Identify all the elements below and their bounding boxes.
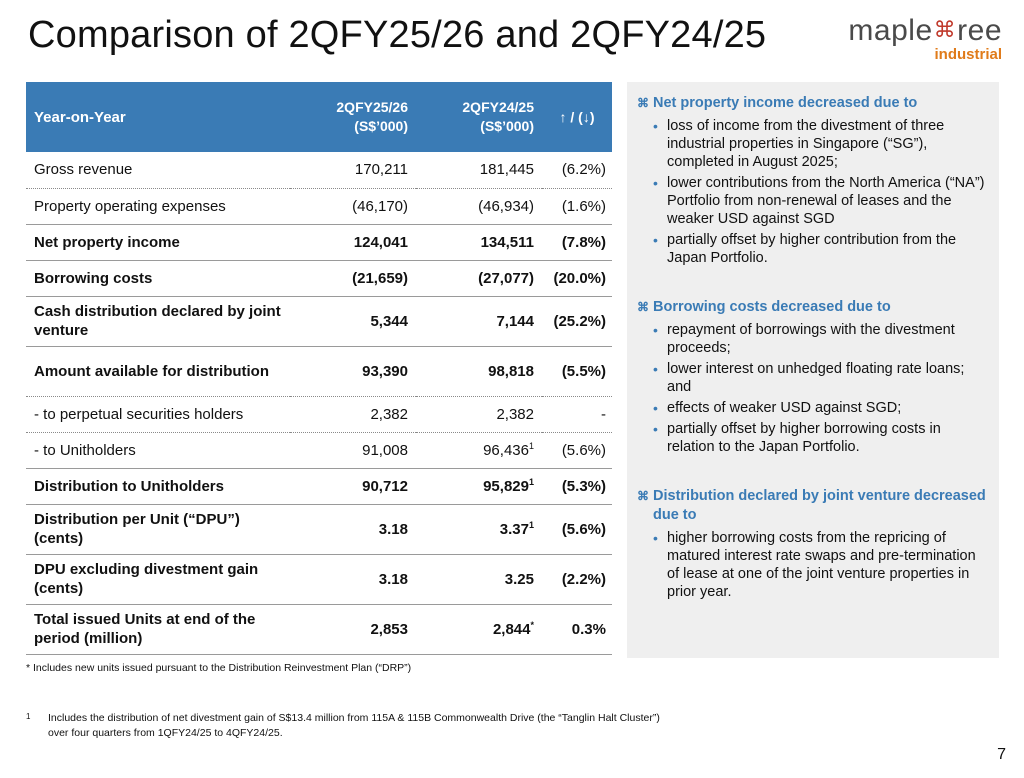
table-row [26,224,612,260]
row-label: Gross revenue [26,152,290,188]
row-label: Net property income [26,224,290,260]
maple-leaf-bullet-icon: ⌘ [637,489,649,503]
bullet-icon: • [653,322,658,338]
bullet-list [637,321,987,456]
value-prior: 3.37$^1$ [416,504,542,554]
value-change: (5.3%) [542,468,612,504]
commentary-section [637,487,987,604]
row-label: Amount available for distribution [26,346,290,396]
header-2qfy2425: 2QFY24/25 (S$’000) [416,82,542,152]
row-label: DPU excluding divestment gain (cents) [26,554,290,604]
value-change: (25.2%) [542,296,612,346]
value-current: 5,344 [290,296,416,346]
list-item: • lower interest on unhedged floating rate loans; and [653,361,965,395]
bullet-icon: • [653,118,658,134]
logo-wordmark: maple⌘ree [848,14,1002,47]
header-change: ↑ / (↓) [542,82,612,152]
value-change: (20.0%) [542,260,612,296]
table-row [26,604,612,654]
value-prior: 181,445 [416,152,542,188]
commentary-section [637,94,987,270]
value-prior: 2,382 [416,396,542,432]
section-heading: ⌘ Distribution declared by joint venture decreased due to [637,488,986,523]
row-label: Distribution per Unit (“DPU”) (cents) [26,504,290,554]
logo-subtitle: industrial [934,46,1002,63]
footnote-1 [26,711,666,741]
header-2qfy2526: 2QFY25/26 (S$’000) [290,82,416,152]
value-current: 124,041 [290,224,416,260]
table-header-row [26,82,612,152]
value-current: 2,382 [290,396,416,432]
value-prior: 2,844* [416,604,542,654]
value-prior: (27,077) [416,260,542,296]
value-current: 91,008 [290,432,416,468]
bullet-icon: • [653,400,658,416]
maple-leaf-bullet-icon: ⌘ [637,300,649,314]
list-item: • partially offset by higher borrowing costs in relation to the Japan Portfolio. [653,421,941,455]
header-year-on-year: Year-on-Year [26,82,290,152]
page-title: Comparison of 2QFY25/26 and 2QFY24/25 [28,14,767,56]
row-label: Borrowing costs [26,260,290,296]
table-row [26,432,612,468]
row-label: - to Unitholders [26,432,290,468]
company-logo [848,14,1002,64]
row-label: - to perpetual securities holders [26,396,290,432]
table-row [26,468,612,504]
footnote-marker: 1 [528,476,534,487]
value-change: (1.6%) [542,188,612,224]
value-current: 3.18 [290,504,416,554]
value-prior: 98,818 [416,346,542,396]
value-current: 93,390 [290,346,416,396]
value-change: (7.8%) [542,224,612,260]
bullet-icon: • [653,421,658,437]
list-item: • effects of weaker USD against SGD; [653,400,902,416]
section-heading: ⌘ Net property income decreased due to [637,95,918,111]
list-item: • lower contributions from the North America (“NA”) Portfolio from non-renewal of leases and the weaker USD against SGD [653,175,985,227]
table-row [26,396,612,432]
row-label: Cash distribution declared by joint venture [26,296,290,346]
bullet-icon: • [653,530,658,546]
value-current: 2,853 [290,604,416,654]
value-prior: 96,436$^1$ [416,432,542,468]
commentary-panel [627,82,999,658]
maple-tree-icon: ⌘ [933,17,957,42]
commentary-section [637,298,987,459]
value-change: (5.6%) [542,432,612,468]
bullet-icon: • [653,361,658,377]
row-label: Property operating expenses [26,188,290,224]
value-prior: (46,934) [416,188,542,224]
value-current: (21,659) [290,260,416,296]
footnote-1-marker: 1 [26,712,31,721]
table-row [26,260,612,296]
section-heading: ⌘ Borrowing costs decreased due to [637,299,891,315]
table-row [26,188,612,224]
row-label: Distribution to Unitholders [26,468,290,504]
value-change: (6.2%) [542,152,612,188]
value-change: (5.5%) [542,346,612,396]
maple-leaf-bullet-icon: ⌘ [637,96,649,110]
table-row [26,504,612,554]
value-prior: 134,511 [416,224,542,260]
value-prior: 95,829$^1$ [416,468,542,504]
footnote-marker: * [530,619,534,630]
list-item: • partially offset by higher contribution from the Japan Portfolio. [653,232,957,266]
value-current: (46,170) [290,188,416,224]
value-change: 0.3% [542,604,612,654]
footnote-marker: 1 [528,519,534,530]
table-row [26,152,612,188]
value-prior: 7,144 [416,296,542,346]
list-item: • repayment of borrowings with the divestment proceeds; [653,322,955,356]
footnote-star: * Includes new units issued pursuant to the Distribution Reinvestment Plan (“DRP”) [26,662,412,674]
table-row [26,296,612,346]
value-change: - [542,396,612,432]
comparison-table [26,82,612,655]
value-current: 170,211 [290,152,416,188]
value-current: 90,712 [290,468,416,504]
table-row [26,554,612,604]
list-item: • loss of income from the divestment of three industrial properties in Singapore (“SG”), completed in August 2025; [653,118,945,170]
bullet-list [637,117,987,267]
list-item: • higher borrowing costs from the repricing of matured interest rate swaps and pre-termination of lease at one of the joint venture properties in prior year. [653,530,976,600]
bullet-list [637,529,987,601]
value-current: 3.18 [290,554,416,604]
value-prior: 3.25 [416,554,542,604]
page-number: 7 [997,746,1006,763]
value-change: (5.6%) [542,504,612,554]
row-label: Total issued Units at end of the period (million) [26,604,290,654]
bullet-icon: • [653,232,658,248]
bullet-icon: • [653,175,658,191]
footnote-1-text: Includes the distribution of net divestment gain of S$13.4 million from 115A & 115B Commonwealth Drive (the “Tanglin Halt Cluster”) over four quarters from 1QFY24/25 to 4QFY24/25. [48,712,660,739]
table-row [26,346,612,396]
footnote-marker: 1 [528,440,534,451]
value-change: (2.2%) [542,554,612,604]
